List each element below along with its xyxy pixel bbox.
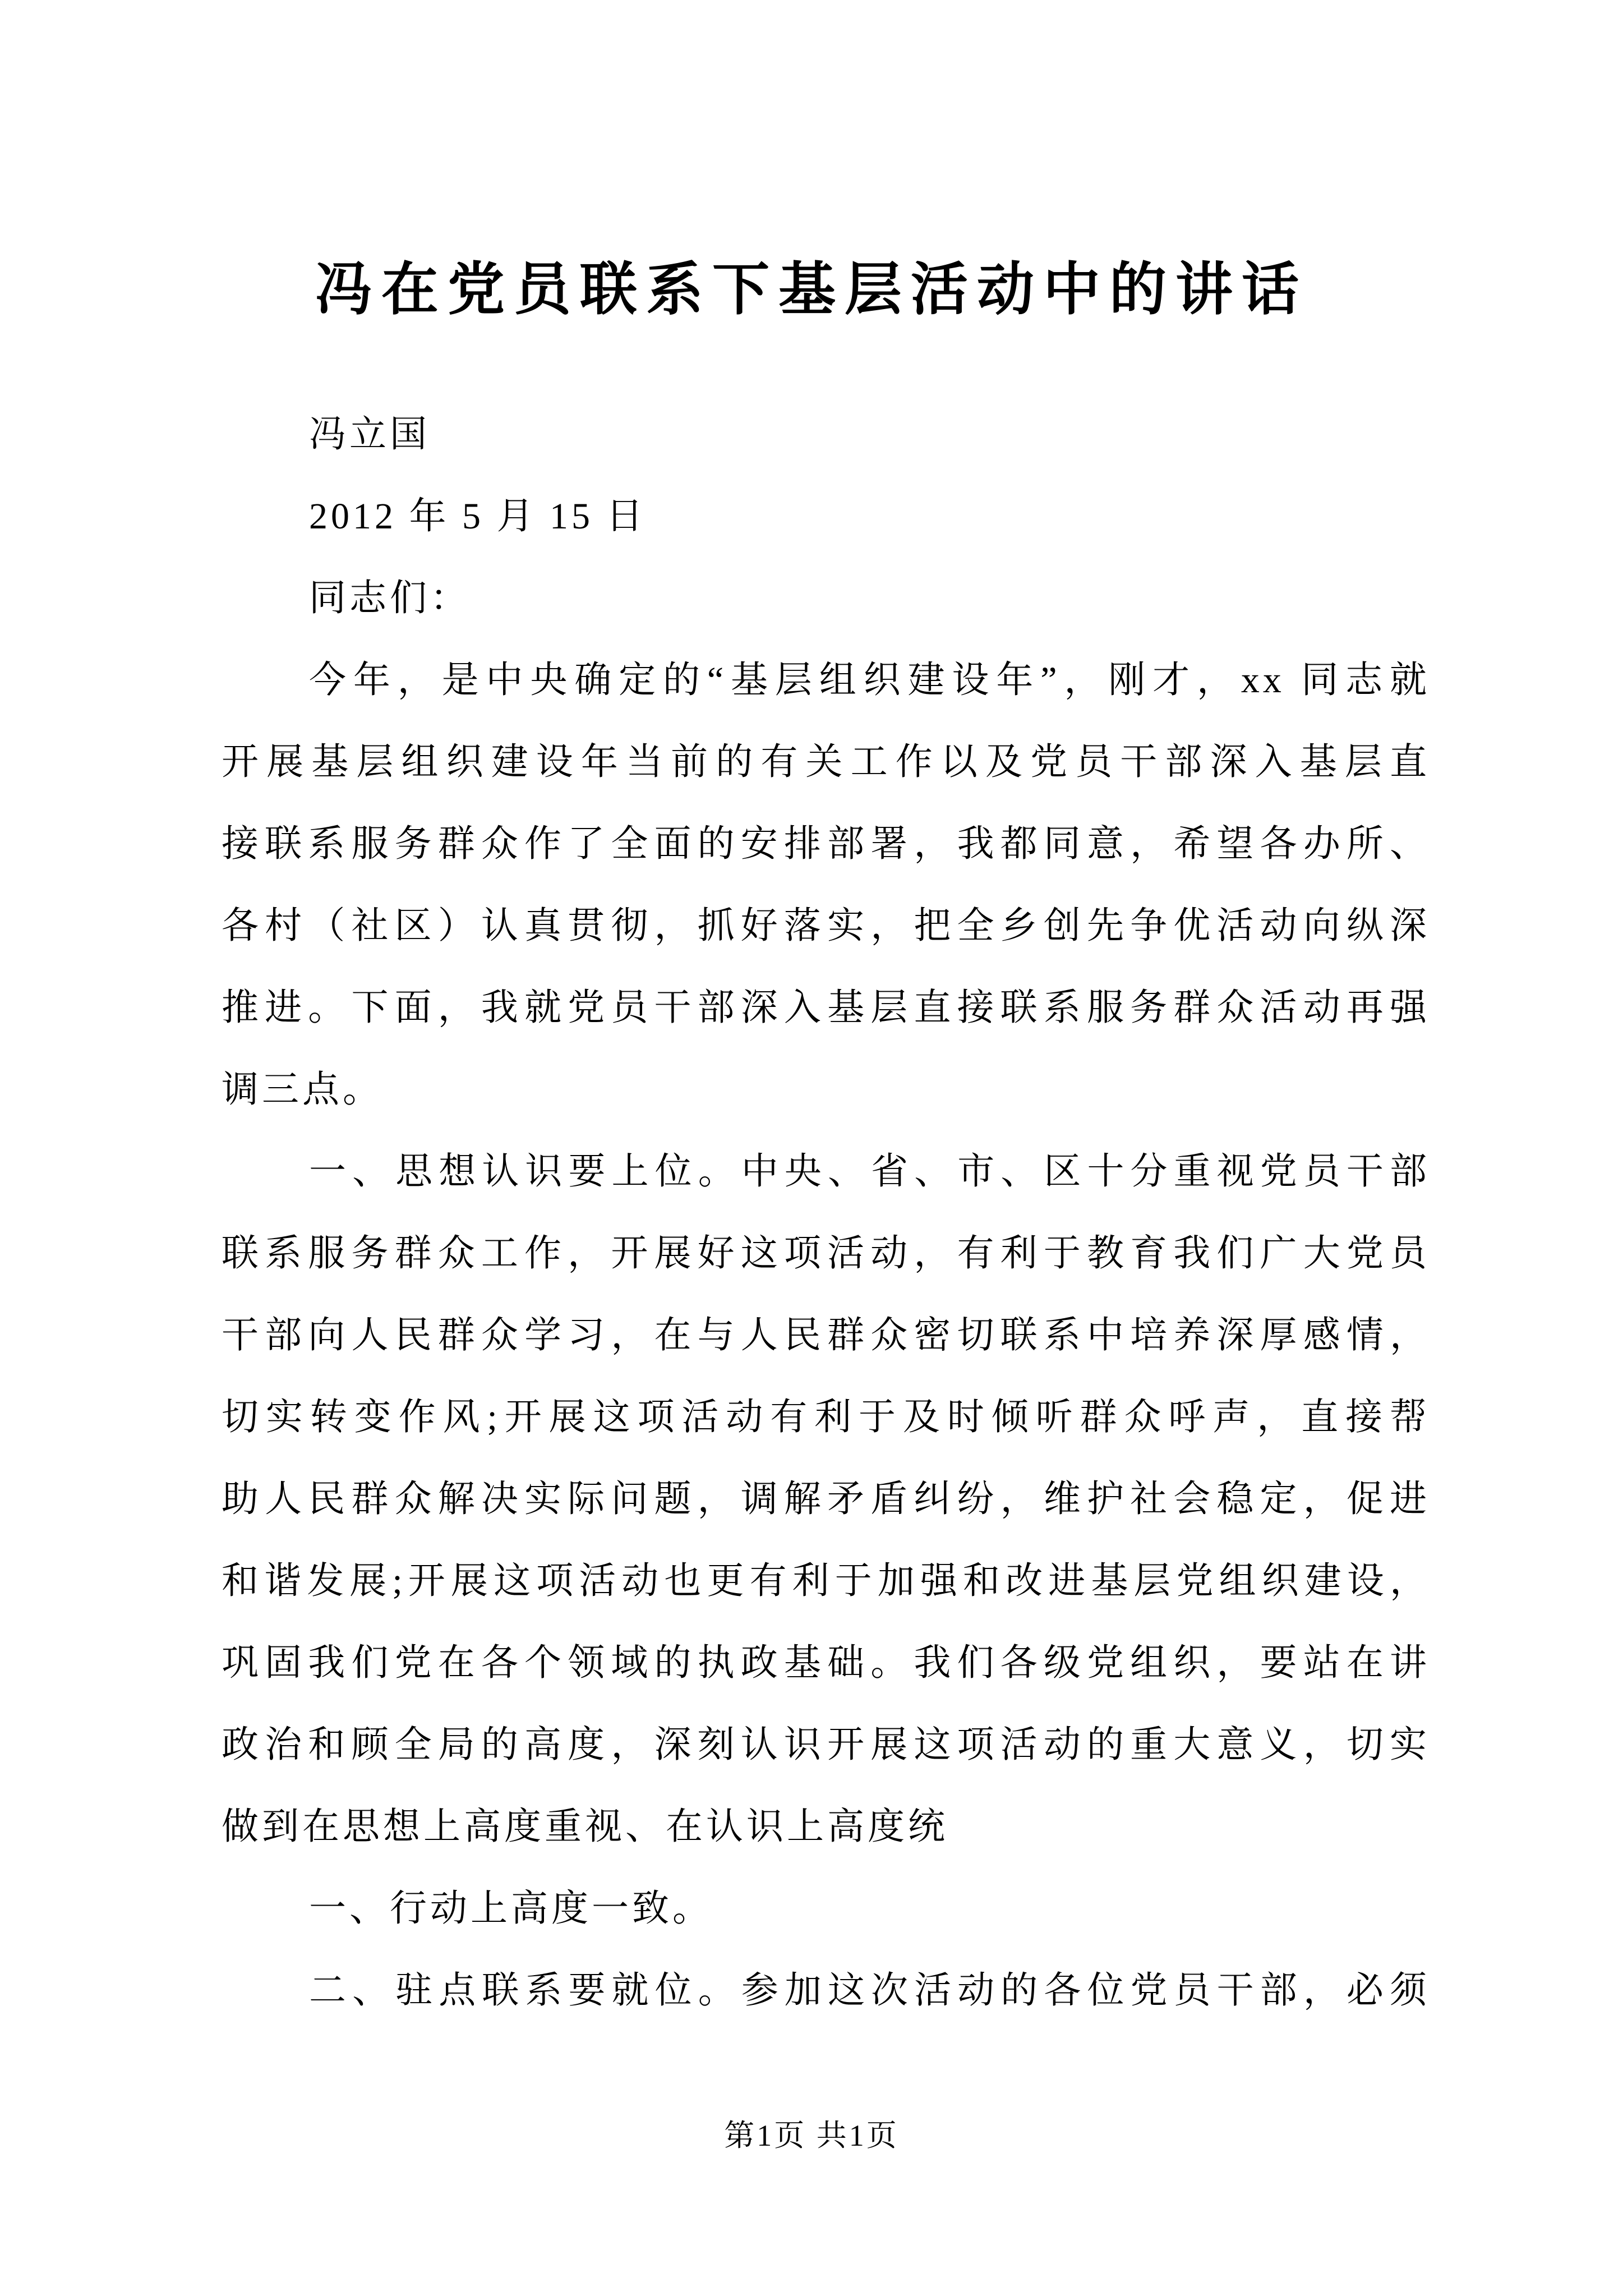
body-line: 今年，是中央确定的“基层组织建设年”，刚才，xx 同志就 [309, 660, 1430, 701]
page-number-footer: 第1页 共1页 [724, 2119, 899, 2152]
body-line: 调三点。 [222, 1069, 383, 1110]
author-line: 冯立国 [309, 414, 430, 455]
body-line: 各村（社区）认真贯彻，抓好落实，把全乡创先争优活动向纵深 [222, 905, 1430, 946]
document-title: 冯在党员联系下基层活动中的讲话 [315, 259, 1308, 322]
date-line: 2012 年 5 月 15 日 [309, 496, 647, 537]
body-line: 二、驻点联系要就位。参加这次活动的各位党员干部，必须 [309, 1970, 1430, 2011]
body-line: 巩固我们党在各个领域的执政基础。我们各级党组织，要站在讲 [222, 1642, 1430, 1683]
body-line: 同志们： [309, 578, 471, 619]
body-paragraph-lines [222, 558, 1430, 2032]
body-line: 干部向人民群众学习，在与人民群众密切联系中培养深厚感情， [222, 1315, 1430, 1356]
body-line: 助人民群众解决实际问题，调解矛盾纠纷，维护社会稳定，促进 [222, 1479, 1430, 1520]
body-line: 做到在思想上高度重视、在认识上高度统 [222, 1806, 948, 1847]
body-line: 一、行动上高度一致。 [309, 1888, 713, 1929]
body-line: 接联系服务群众作了全面的安排部署，我都同意，希望各办所、 [222, 823, 1430, 864]
document-body [222, 394, 1430, 2032]
body-line: 推进。下面，我就党员干部深入基层直接联系服务群众活动再强 [222, 987, 1430, 1028]
body-line: 政治和顾全局的高度，深刻认识开展这项活动的重大意义，切实 [222, 1724, 1430, 1765]
body-line: 联系服务群众工作，开展好这项活动，有利于教育我们广大党员 [222, 1233, 1430, 1274]
body-line: 和谐发展;开展这项活动也更有利于加强和改进基层党组织建设， [222, 1561, 1430, 1602]
body-line: 一、思想认识要上位。中央、省、市、区十分重视党员干部 [309, 1151, 1430, 1192]
body-line: 开展基层组织建设年当前的有关工作以及党员干部深入基层直 [222, 742, 1430, 783]
body-line: 切实转变作风;开展这项活动有利于及时倾听群众呼声，直接帮 [222, 1397, 1430, 1438]
